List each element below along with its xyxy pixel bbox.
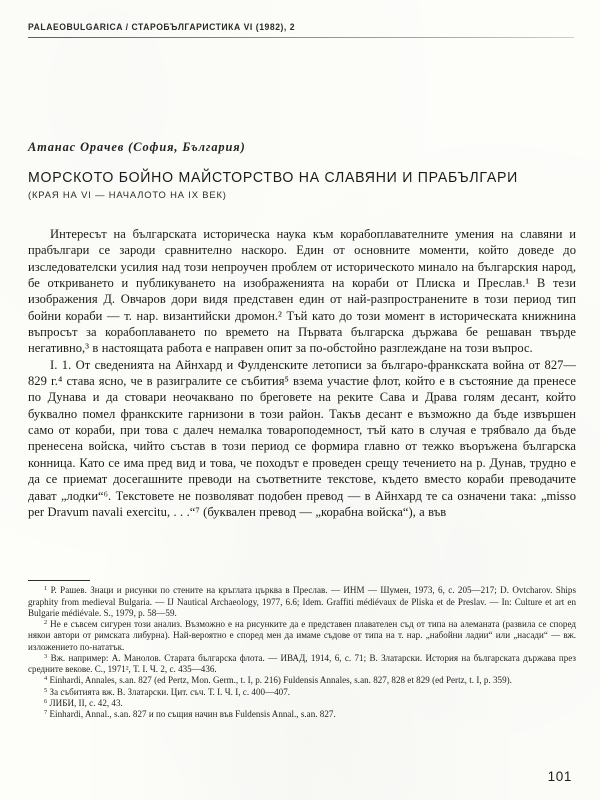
footnote-marker: 4	[44, 675, 48, 683]
footnote-item	[28, 619, 576, 653]
footnote-text: Не е съвсем сигурен този анализ. Възможно е на рисунките да е представен плавателен съд от типа на алеманата (развила се според някои автори от римската либурна). Най-вероятно е според мен да имаме съдове от типа на т. нар. „набойни ладии“ или „насади“ — вж. изложението по-нататък.	[28, 619, 576, 652]
author-byline: Атанас Орачев (София, България)	[28, 140, 246, 154]
page-number: 101	[547, 769, 572, 784]
footnotes-section	[28, 580, 576, 720]
footnote-separator-rule	[28, 580, 90, 581]
footnote-marker: 2	[44, 618, 48, 626]
footnote-item	[28, 653, 576, 676]
article-header	[28, 140, 574, 200]
footnote-item	[28, 675, 576, 686]
footnote-text: Einhardi, Annales, s.an. 827 (ed Pertz, Mon. Germ., t. I, p. 216) Fuldensis Annales, s.an. 827, 828 et 829 (ed Pertz, t. I, p. 359).	[49, 675, 512, 686]
page-title: МОРСКОТО БОЙНО МАЙСТОРСТВО НА СЛАВЯНИ И ПРАБЪЛГАРИ	[28, 168, 519, 185]
footnote-text: Вж. например: А. Манолов. Старата българска флота. — ИВАД, 1914, 6, с. 71; В. Златарски. История на българската държава през средните векове. С., 1971², Т. I. Ч. 2, с. 435—436.	[28, 652, 576, 675]
body-paragraph: Интересът на българската историческа наука към корабоплавателните умения на славяни и прабългари се зароди сравнително наскоро. Един от основните моменти, който доведе до изследователски усилия над този непроучен проблем от историческото минало на българския народ, бе откриването и публикуването на изображенията на кораби от Плиска и Преслав.¹ В тези изображения Д. Овчаров дори видя представен един от най-разпространените в този период тип бойни кораби — т. нар. византийски дромон.² Тъй като до този момент в историческата книжнина въпросът за корабоплаването по времето на Първата българска държава бе решаван твърде негативно,³ в настоящата работа е направен опит за по-обстойно разглеждане на този въпрос.	[28, 227, 576, 356]
footnote-item	[28, 709, 576, 720]
footnote-item	[28, 687, 576, 698]
running-head-rule	[28, 37, 574, 38]
footnote-marker: 3	[44, 652, 48, 660]
footnote-item	[28, 698, 576, 709]
footnote-marker: 1	[44, 585, 48, 593]
footnote-text: ЛИБИ, II, с. 42, 43.	[49, 697, 123, 708]
footnote-marker: 5	[44, 686, 48, 694]
article-subtitle: (КРАЯ НА VI — НАЧАЛОТО НА IX ВЕК)	[28, 189, 227, 200]
running-head	[28, 22, 574, 38]
running-head-text: PALAEOBULGARICA / СТАРОБЪЛГАРИСТИКА VI (1982), 2	[28, 20, 296, 32]
footnote-marker: 6	[44, 697, 48, 705]
footnote-marker: 7	[44, 708, 48, 716]
footnote-text: Р. Рашев. Знаци и рисунки по стените на кръглата църква в Преслав. — ИНМ — Шумен, 1973, 6, с. 205—217; D. Ovtcharov. Ships graphity from medieval Bulgaria. — IJ Nautical Archaeology, 1977, 6.6; Idem. Graffiti médiévaux de Pliska et de Preslav. — In: Culture et art en Bulgarie médiévale. S., 1979, p. 58—59.	[28, 585, 576, 618]
footnote-item	[28, 585, 576, 619]
body-paragraph: I. 1. От сведенията на Айнхард и Фулденските летописи за българо-франкската война от 827—829 г.⁴ става ясно, че в разигралите се събития⁵ взема участие флот, който е в състояние да пренесе по Дунава и да стовари неочаквано по бреговете на реките Сава и Драва голям десант, който буквално помел франкските гарнизони в този район. Такъв десант е възможно да бъде извършен само от кораби, при това с далеч немалка товароподемност, тъй като в случая е трябвало да бъде пренесена войска, чийто състав в този период се формира главно от тежко въоръжена българска конница. Като се има пред вид и това, че походът е проведен срещу течението на р. Дунав, трудно е да се приемат досегашните преводи на съответните текстове, където вместо кораби преводачите дават „лодки“⁶. Текстовете не позволяват подобен превод — в Айнхард те са означени така: „misso per Dravum navali exercitu, . . .“⁷ (буквален превод — „корабна войска“), а във	[28, 357, 576, 519]
footnote-text: За събитията вж. В. Златарски. Цит. съч. Т. I. Ч. I, с. 400—407.	[49, 686, 291, 697]
article-body	[28, 226, 576, 520]
footnote-text: Einhardi, Annal., s.an. 827 и по същия начин във Fuldensis Annal., s.an. 827.	[49, 709, 336, 720]
